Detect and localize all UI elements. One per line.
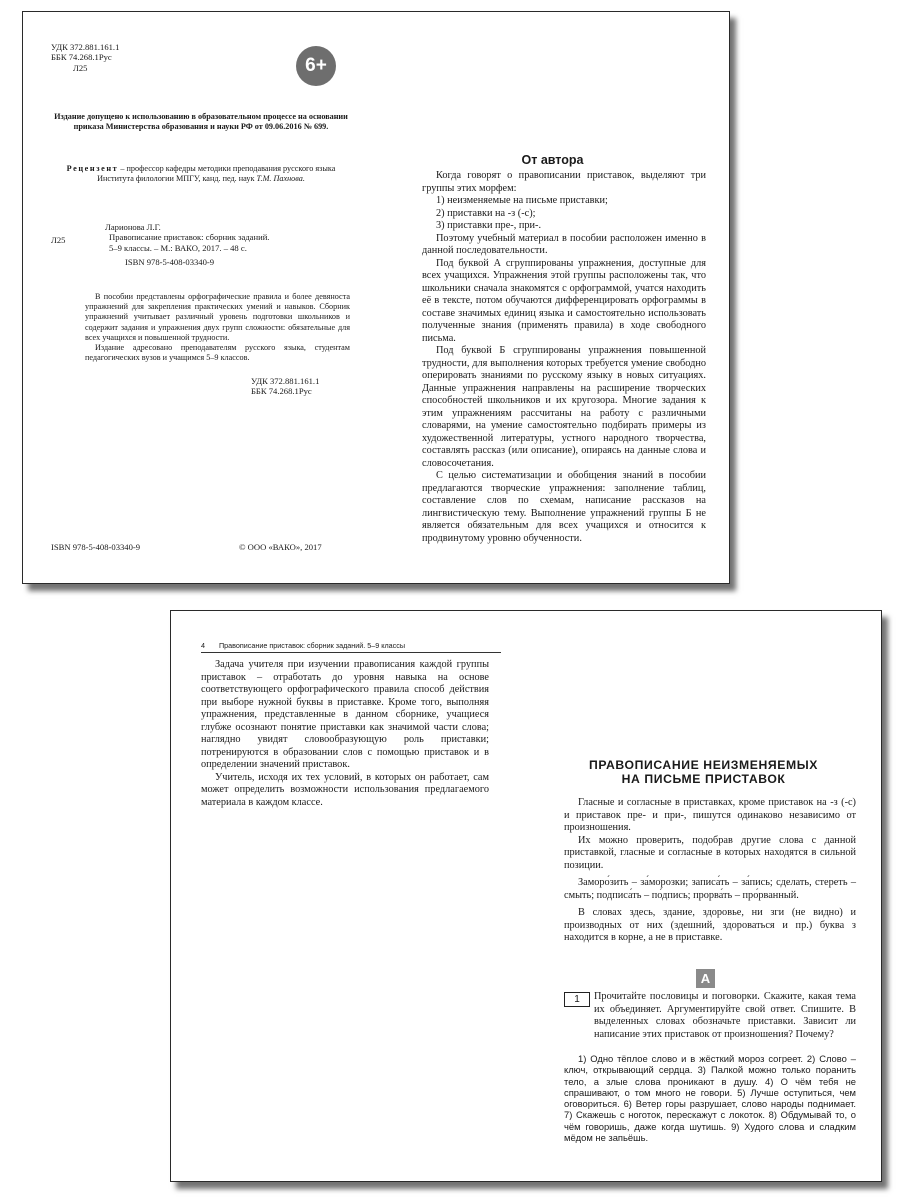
exercise-instruction — [594, 991, 856, 1041]
preface-paragraph: Под буквой А сгруппированы упражнения, доступные для всех учащихся. Упражнения этой группы расположены так, что школьники сначала знакомятся с орфограммой, учатся находить её в тексте, потом обучаются дифференцировать орфограммы в составе значимых единиц языка и самостоятельно использовать полученные знания (применять правила) в ходе свободного письма. — [422, 257, 706, 344]
page-5 — [526, 611, 881, 1181]
rule-text — [564, 797, 856, 945]
running-head-title: Правописание приставок: сборник заданий. 5–9 классы — [219, 641, 406, 650]
udk-block — [51, 42, 119, 73]
preface-paragraph: Поэтому учебный материал в пособии расположен именно в данной последовательности. — [422, 232, 706, 256]
isbn-line: ISBN 978-5-408-03340-9 — [125, 257, 215, 268]
age-rating-badge: 6+ — [296, 46, 336, 86]
annotation-paragraph: Издание адресовано преподавателям русского языка, студентам педагогических вузов и учащимся 5–9 классов. — [85, 343, 350, 363]
reviewer-note — [51, 164, 351, 184]
preface-page — [376, 12, 729, 583]
running-head — [201, 641, 501, 653]
page-4-text — [201, 659, 489, 809]
preface-paragraph: Под буквой Б сгруппированы упражнения повышенной трудности, для выполнения которых требуется умение свободно оперировать знаниями по русскому языку в новых ситуациях. Данные упражнения направлены на расширение творческих способностей школьников и их кругозора. Многие задания к этим упражнениям рассчитаны на работу с различными словарями, на умение самостоятельно подбирать примеры из художественной литературы, устного народного творчества, составлять рассказ (или описание), опираясь на данные слова и словосочетания. — [422, 345, 706, 469]
l25-line: Л25 — [73, 62, 88, 73]
preface-paragraph: С целью систематизации и обобщения знаний в пособии предлагаются творческие упражнения: заполнение таблиц, составление слов по схемам, написание рассказов на лингвистическую тему. Выполнение упражнений группы Б не является обязательным для всех учащихся и относится к продвинутому уровню обученности. — [422, 470, 706, 544]
udk-line: УДК 372.881.161.1 — [251, 376, 320, 386]
level-a-marker: А — [696, 969, 715, 988]
preface-title: От автора — [521, 153, 584, 167]
section-title-line: НА ПИСЬМЕ ПРИСТАВОК — [621, 772, 786, 786]
l25-side-code: Л25 — [51, 235, 66, 245]
proverbs-text: 1) Одно тёплое слово и в жёсткий мороз согреет. 2) Слово – ключ, открывающий сердца. 3) Палкой можно только поранить тело, а злые слова проникают в душу. 4) О чём тебя не спрашивают, о том много не говори. 5) Лучше оступиться, чем оговориться. 6) Ветер горы разрушает, слово народы поднимает. 7) Скажешь с ноготок, перескажут с локоток. 8) Обдумывай то, о чём говоришь, даже когда шутишь. 9) Худого слова и сладким мёдом не запьёшь. — [564, 1053, 856, 1144]
rule-paragraph: В словах здесь, здание, здоровье, ни зги (не видно) и производных от них (здешний, здороваться и пр.) буква з находится в корне, а не в приставке. — [564, 907, 856, 943]
page-number: 4 — [201, 641, 205, 650]
body-paragraph: Учитель, исходя их тех условий, в которых он работает, сам может определить возможности использования предлагаемого материала в каждом классе. — [201, 771, 489, 808]
spread-bottom — [170, 610, 882, 1182]
examples-paragraph: Заморо́зить – за́морозки; записа́ть – за́пись; сделать, стереть – смыть; подписа́ть – по́дпись; прорва́ть – про́рванный. — [564, 877, 856, 901]
udk-line: УДК 372.881.161.1 — [51, 42, 120, 52]
bbk-line: ББК 74.268.1Рус — [51, 52, 112, 63]
reviewer-label: Рецензент — [66, 164, 119, 173]
reviewer-text: – профессор кафедры методики преподавания русского языка Института филологии МПГУ, канд. пед. наук — [97, 164, 336, 184]
proverbs-list — [564, 1053, 856, 1143]
section-title — [526, 758, 881, 786]
rule-paragraph: Их можно проверить, подобрав другие слова с данной приставкой, гласные и согласные в которых находятся в сильной позиции. — [564, 834, 856, 871]
bib-line-1: Правописание приставок: сборник заданий. — [109, 232, 270, 243]
bibliographic-record — [105, 222, 350, 268]
footer-isbn: ISBN 978-5-408-03340-9 — [51, 542, 141, 552]
preface-paragraph: Когда говорят о правописании приставок, выделяют три группы этих морфем: — [422, 170, 706, 194]
body-paragraph: Задача учителя при изучении правописания каждой группы приставок – отработать до уровня навыка на основе соответствующего орфографического правила способ действия при выборе нужной буквы в приставке. Кроме того, выполняя упражнения, представленные в данном сборнике, учащиеся глубже осознают понятие приставки как значимой части слова; наглядно увидят словообразующую роль приставки; потренируются в образовании слов с помощью приставок и в определении значений приставок. — [201, 659, 489, 770]
reviewer-name: Т.М. Пахнова. — [256, 174, 305, 184]
spread-top — [22, 11, 730, 584]
author-name: Ларионова Л.Г. — [105, 222, 161, 232]
preface-list-item: 3) приставки пре-, при-. — [436, 220, 542, 231]
preface-list-item: 1) неизменяемые на письме приставки; — [436, 195, 608, 206]
footer-copyright: © ООО «ВАКО», 2017 — [239, 542, 322, 552]
preface-list-item: 2) приставки на -з (-с); — [436, 207, 536, 219]
bbk-line: ББК 74.268.1Рус — [251, 386, 312, 397]
annotation-paragraph: В пособии представлены орфографические правила и более девяноста упражнений для закрепления практических умений и навыков. Сборник упражнений учитывает различный уровень подготовки школьников и содержит задания и упражнения двух групп сложности: обязательные для всех учащихся и повышенной трудности. — [85, 292, 350, 342]
bib-line-2: 5–9 классы. – М.: ВАКО, 2017. – 48 с. — [109, 242, 247, 253]
annotation — [85, 292, 350, 363]
preface-text — [422, 170, 706, 545]
udk-bottom — [251, 376, 319, 397]
approval-note: Издание допущено к использованию в образовательном процессе на основании приказа Министерства образования и науки РФ от 09.06.2016 № 699. — [54, 112, 348, 132]
exercise-number-box: 1 — [564, 992, 590, 1007]
copyright-page — [23, 12, 376, 583]
page-4 — [171, 611, 526, 1181]
section-title-line: ПРАВОПИСАНИЕ НЕИЗМЕНЯЕМЫХ — [589, 758, 818, 772]
exercise-instruction-text: Прочитайте пословицы и поговорки. Скажите, какая тема их объединяет. Аргументируйте свой ответ. Спишите. В выделенных словах обозначьте приставки. Зависит ли написание этих приставок от произношения? Почему? — [594, 991, 856, 1040]
rule-paragraph: Гласные и согласные в приставках, кроме приставок на -з (-с) и приставок пре- и при-, пишутся одинаково независимо от произношения. — [564, 797, 856, 833]
